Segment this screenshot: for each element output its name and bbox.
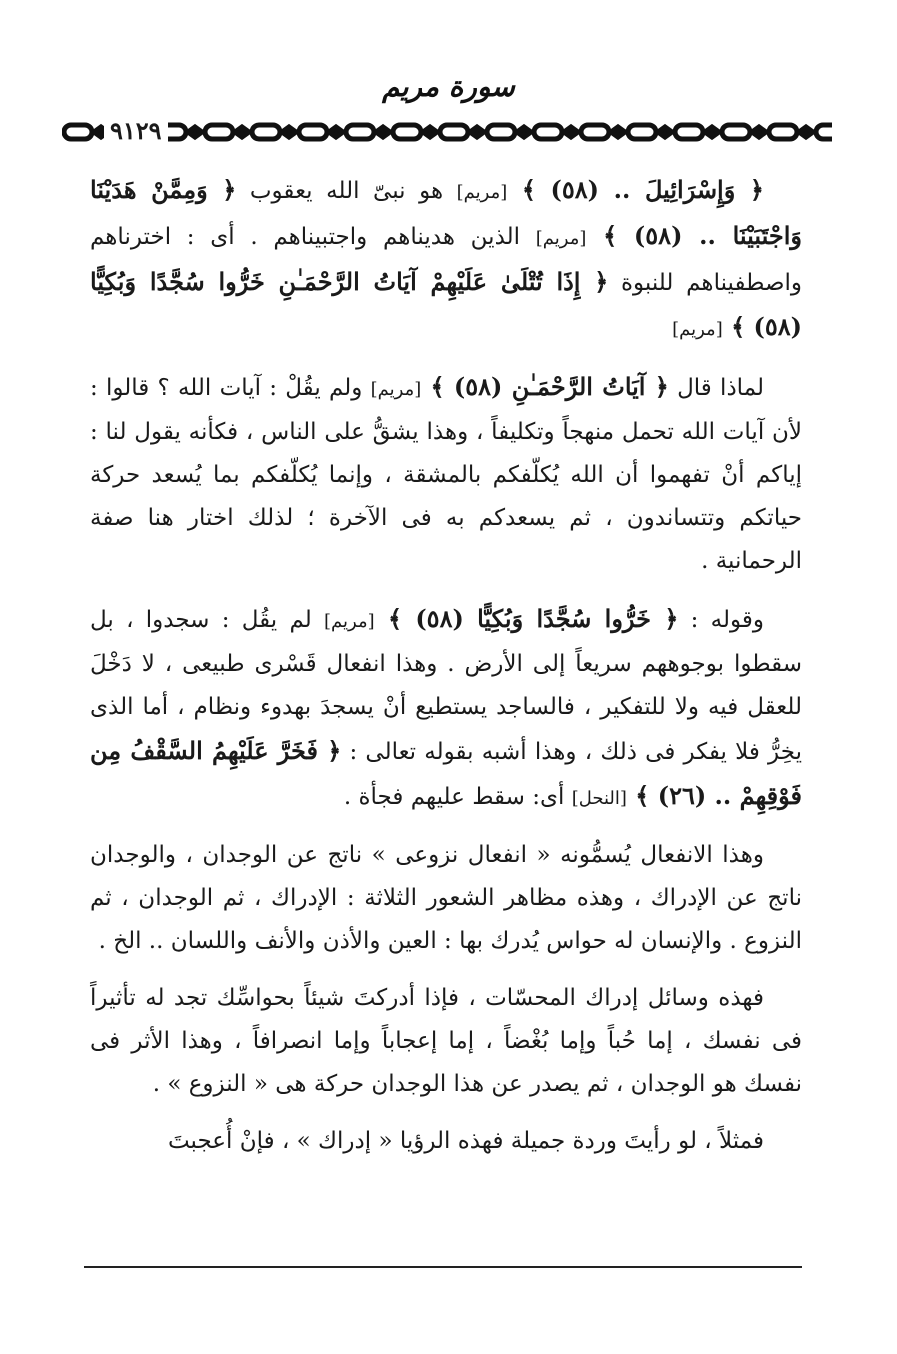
body-paragraph: [90, 834, 802, 963]
body-paragraph: [90, 168, 802, 351]
decorative-chain-rule: [62, 118, 832, 146]
quran-verse: ﴿ إِذَا تُتْلَىٰ عَلَيْهِمْ آيَاتُ الرَّحْمَـٰنِ خَرُّوا سُجَّدًا وَبُكِيًّا (٥٨) ﴾: [90, 267, 802, 341]
quran-verse: ﴿ وَإِسْرَائِيلَ .. (٥٨) ﴾: [507, 175, 764, 204]
quran-verse: ﴿ فَخَرَّ عَلَيْهِمُ السَّقْفُ مِن فَوْقِهِمْ .. (٢٦) ﴾: [90, 736, 802, 810]
surah-title: سورة مريم: [382, 70, 515, 103]
surah-reference: [مريم]: [535, 228, 587, 249]
page-number: ٩١٢٩: [104, 116, 168, 145]
quran-verse: ﴿ آيَاتُ الرَّحْمَـٰنِ (٥٨) ﴾: [421, 372, 669, 401]
body-paragraph: [90, 977, 802, 1106]
body-text: الذين هديناهم واجتبيناهم . أى : اخترناهم واصطفيناهم للنبوة: [90, 224, 802, 296]
body-text: فهذه وسائل إدراك المحسّات ، فإذا أدركتَ شيئاً بحواسِّك تجد له تأثيراً فى نفسك ، إما حُباً وإما بُغْضاً ، إما إعجاباً وإما انصرافاً ، وهذا الأثر فى نفسك هو الوجدان ، ثم يصدر عن هذا الوجدان حركة هى « النزوع » .: [90, 985, 802, 1097]
body-text: أى: سقط عليهم فجأة .: [343, 784, 572, 810]
surah-reference: [مريم]: [324, 611, 375, 632]
body-text: وهذا الانفعال يُسمُّونه « انفعال نزوعى » ناتج عن الوجدان ، والوجدان ناتج عن الإدراك ، وهذه مظاهر الشعور الثلاثة : الإدراك ، ثم الوجدان ، ثم النزوع . والإنسان له حواس يُدرك بها : العين والأذن والأنف واللسان .. الخ .: [90, 842, 802, 954]
body-text: لم يقُل : سجدوا ، بل سقطوا بوجوههم سريعاً إلى الأرض . وهذا انفعال قَسْرى طبيعى ، لا دَخْلَ للعقل فيه ولا للتفكير ، فالساجد يستطيع أنْ يسجدَ بهدوء ونظام ، أما الذى يخِرُّ فلا يفكر فى ذلك ، وهذا أشبه بقوله تعالى :: [90, 607, 802, 765]
body-paragraph: [90, 1120, 802, 1163]
surah-reference: [النحل]: [571, 788, 627, 809]
body-text: لماذا قال: [668, 375, 764, 401]
quran-verse: ﴿ وَمِمَّنْ هَدَيْنَا وَاجْتَبَيْنَا .. (٥٨) ﴾: [90, 175, 802, 250]
body-paragraph: [90, 365, 802, 583]
footnote-separator: [84, 1266, 802, 1268]
body-paragraph: [90, 597, 802, 820]
surah-reference: [مريم]: [370, 379, 422, 400]
surah-reference: [مريم]: [672, 319, 723, 340]
quran-verse: ﴿ خَرُّوا سُجَّدًا وَبُكِيًّا (٥٨) ﴾: [374, 604, 679, 633]
surah-reference: [مريم]: [456, 182, 508, 203]
body-text: فمثلاً ، لو رأيتَ وردة جميلة فهذه الرؤيا « إدراك » ، فإنْ أُعجبتَ: [167, 1128, 764, 1154]
page-body: [90, 168, 802, 1177]
body-text: هو نبىّ الله يعقوب: [236, 178, 457, 204]
body-text: وقوله :: [678, 607, 764, 633]
body-text: ولم يقُلْ : آيات الله ؟ قالوا : لأن آيات الله تحمل منهجاً وتكليفاً ، وهذا يشقُّ على الناس ، فكأنه يقول لنا : إياكم أنْ تفهموا أن الله يُكلّفكم بالمشقة ، وإنما يُكلّفكم بما يُسعد حركة حياتكم وتتساندون ، ثم يسعدكم به فى الآخرة ؛ لذلك اختار هنا صفة الرحمانية .: [90, 375, 802, 574]
